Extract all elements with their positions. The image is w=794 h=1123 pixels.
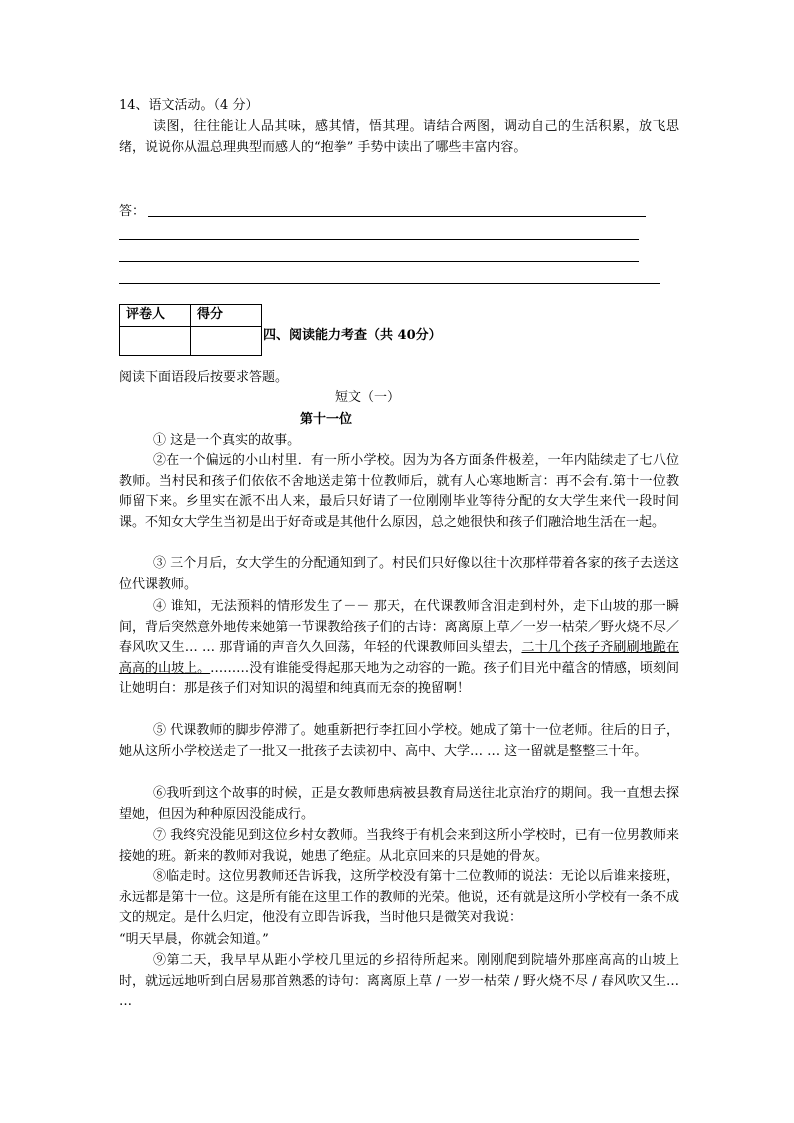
answer-line-2[interactable]: [119, 239, 639, 240]
underlined-sentence: 二十几个孩子齐刷刷地跪在高高的山坡上。: [119, 640, 679, 676]
passage-label: 短文（一）: [335, 390, 401, 405]
answer-line-4[interactable]: [119, 283, 660, 284]
question-14-prompt: 读图，往往能让人品其味，感其情，悟其理。请结合两图，调动自己的生活积累，放飞思绪，说说你从温总理典型而感人的“抱拳” 手势中读出了哪些丰富内容。: [119, 119, 679, 155]
section-instruction: 阅读下面语段后按要求答题。: [119, 370, 289, 385]
paragraph-3: ③ 三个月后，女大学生的分配通知到了。村民们只好像以往十次那样带着各家的孩子去送这位代课教师。: [119, 556, 679, 592]
paragraph-4-part-a: ④ 谁知，无法预料的情形发生了－－ 那天，在代课教师含泪走到村外，走下山坡的那一瞬间，背后突然意外地传来她第一节课教给孩子们的古诗：离离原上草／一岁一枯荣／野火烧不尽／春风吹又生… … 那背诵的声音久久回荡，年轻的代课教师回头望去，: [119, 599, 679, 655]
paragraph-9: ⑨第二天，我早早从距小学校几里远的乡招待所起来。刚刚爬到院墙外那座高高的山坡上时，就远远地听到白居易那首熟悉的诗句：离离原上草 / 一岁一枯荣 / 野火烧不尽 / 春风吹又生… …: [119, 953, 679, 1009]
score-header: 得分: [191, 305, 262, 327]
paragraph-4-part-b: ………没有谁能受得起那天地为之动容的一跪。孩子们目光中蕴含的情感，顷刻间让她明白：那是孩子们对知识的渴望和纯真而无奈的挽留啊！: [119, 660, 679, 696]
passage-title: 第十一位: [300, 412, 353, 427]
paragraph-8-quote: “明天早晨，你就会知道。”: [119, 932, 269, 947]
paragraph-1: ① 这是一个真实的故事。: [153, 433, 301, 448]
paragraph-6: ⑥我听到这个故事的时候，正是女教师患病被县教育局送往北京治疗的期间。我一直想去探望她，但因为种种原因没能成行。: [119, 786, 679, 822]
score-table: [119, 304, 262, 356]
answer-label: 答：: [119, 204, 146, 219]
paragraph-4: [119, 597, 679, 700]
grader-cell[interactable]: [120, 326, 191, 355]
paragraph-8: ⑧临走时。这位男教师还告诉我，这所学校没有第十二位教师的说法：无论以后谁来接班，永远都是第十一位。这是所有能在这里工作的教师的光荣。他说，还有就是这所小学校有一条不成文的规定。是什么归定，他没有立即告诉我，当时他只是微笑对我说：: [119, 869, 679, 925]
paragraph-2: ②在一个偏远的小山村里．有一所小学校。因为为各方面条件极差，一年内陆续走了七八位教师。当村民和孩子们依依不舍地送走第十位教师后，就有人心寒地断言：再不会有.第十一位教师留下来。乡里实在派不出人来，最后只好请了一位刚刚毕业等待分配的女大学生来代一段时间课。不知女大学生当初是出于好奇或是其他什么原因，总之她很快和孩子们融洽地生活在一起。: [119, 453, 679, 530]
answer-line-1[interactable]: [148, 216, 646, 217]
answer-line-3[interactable]: [119, 261, 639, 262]
score-cell[interactable]: [191, 326, 262, 355]
paragraph-7: ⑦ 我终究没能见到这位乡村女教师。当我终于有机会来到这所小学校时，已有一位男教师来接她的班。新来的教师对我说，她患了绝症。从北京回来的只是她的骨灰。: [119, 828, 679, 864]
section-title: 四、阅读能力考查（共 40分）: [263, 328, 442, 343]
grader-header: 评卷人: [120, 305, 191, 327]
question-14-title: 14、语文活动。（4 分）: [119, 98, 259, 113]
paragraph-5: ⑤ 代课教师的脚步停滞了。她重新把行李扛回小学校。她成了第十一位老师。往后的日子，她从这所小学校送走了一批又一批孩子去读初中、高中、大学… … 这一留就是整整三十年。: [119, 723, 679, 759]
